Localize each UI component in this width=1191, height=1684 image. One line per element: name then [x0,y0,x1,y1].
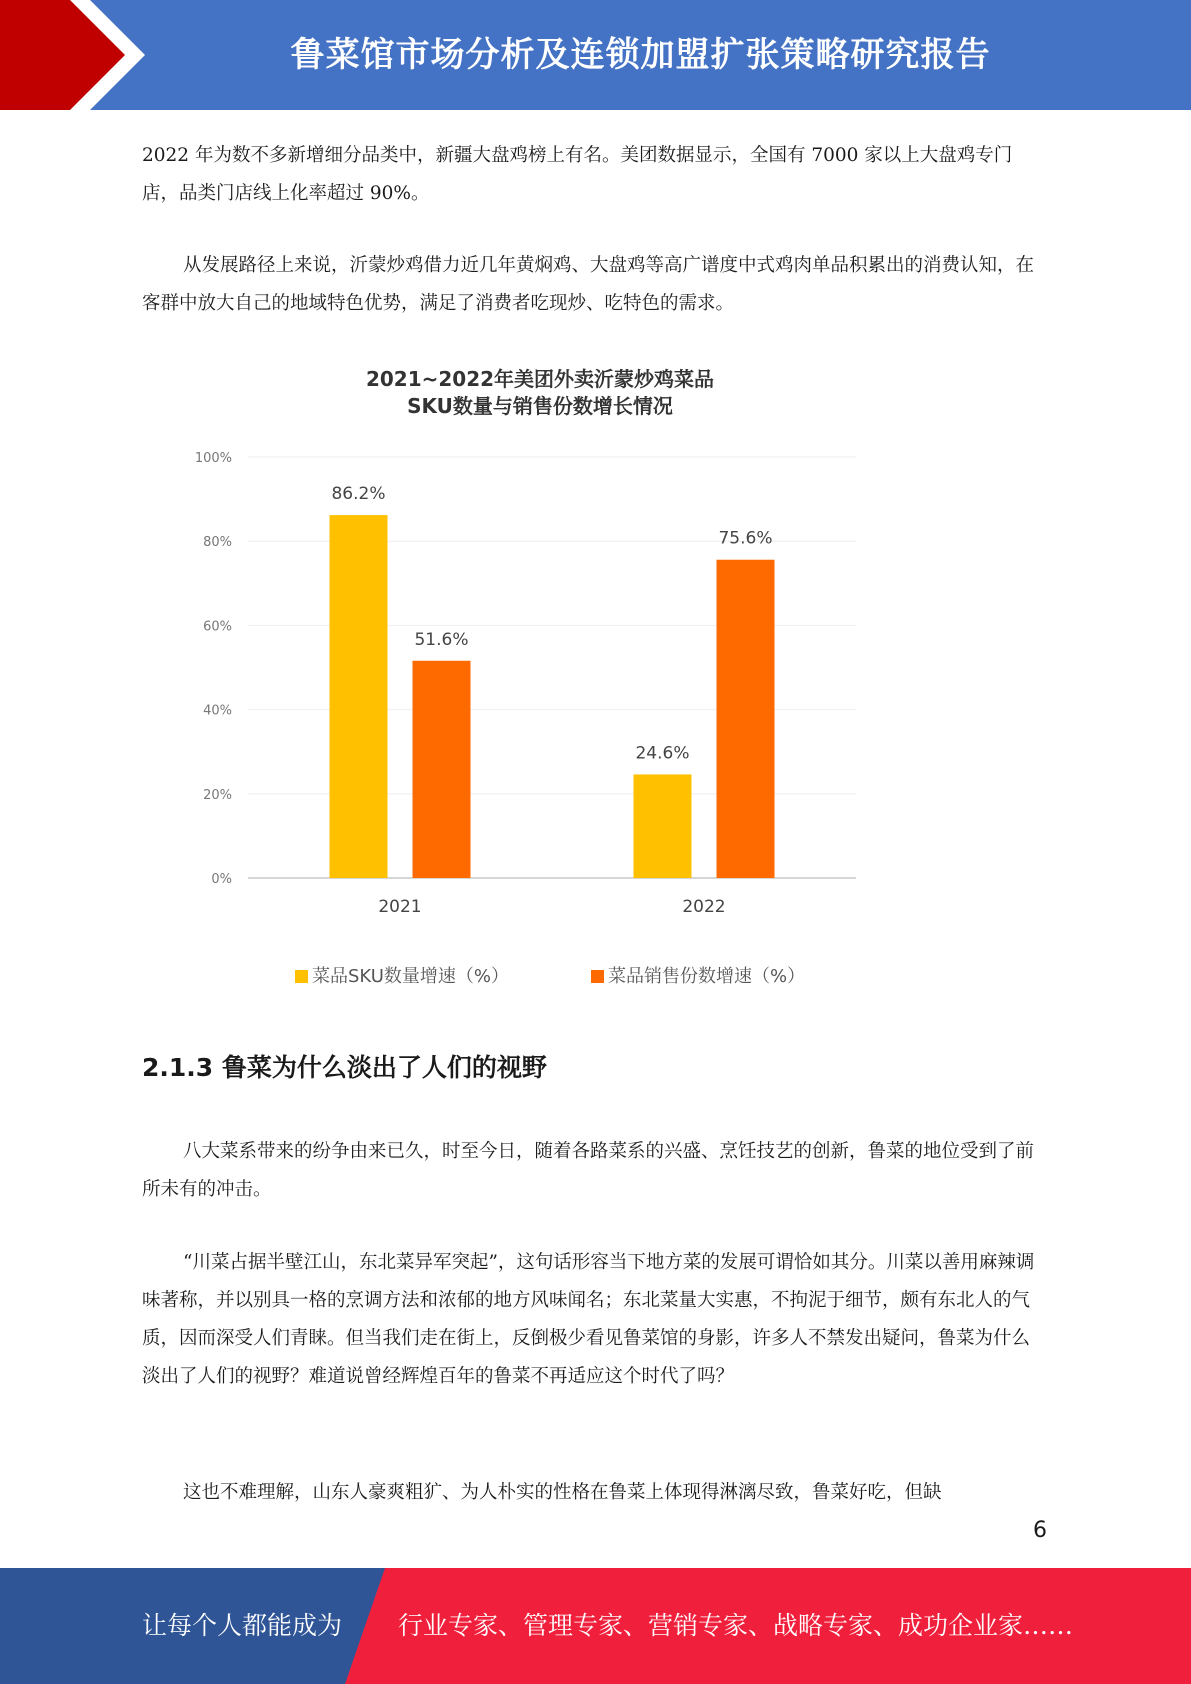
header-arrow-decoration [0,0,160,110]
bar [634,774,692,878]
report-title: 鲁菜馆市场分析及连锁加盟扩张策略研究报告 [290,35,991,75]
y-tick-label: 20% [203,787,232,803]
bar-data-label: 24.6% [635,743,690,764]
y-tick-label: 0% [211,872,232,887]
y-tick-label: 100% [194,451,232,466]
legend-swatch [295,970,308,983]
y-tick-label: 40% [203,703,232,719]
paragraph-3: 八大菜系带来的纷争由来已久，时至今日，随着各路菜系的兴盛、烹饪技艺的创新，鲁菜的地位受到了前所未有的冲击。 [142,1141,1035,1200]
paragraph-2: 从发展路径上来说，沂蒙炒鸡借力近几年黄焖鸡、大盘鸡等高广谱度中式鸡肉单品积累出的消费认知，在客群中放大自己的地域特色优势，满足了消费者吃现炒、吃特色的需求。 [142,255,1035,314]
y-tick-label: 60% [203,619,232,635]
paragraph-4: “川菜占据半壁江山，东北菜异军突起”，这句话形容当下地方菜的发展可谓恰如其分。川菜以善用麻辣调味著称，并以别具一格的烹调方法和浓郁的地方风味闻名；东北菜量大实惠，不拘泥于细节，颇有东北人的气质，因而深受人们青睐。但当我们走在街上，反倒极少看见鲁菜馆的身影，许多人不禁发出疑问，鲁菜为什么淡出了人们的视野？难道说曾经辉煌百年的鲁菜不再适应这个时代了吗？ [142,1252,1035,1387]
page-number: 6 [1033,1518,1047,1543]
paragraph-5: 这也不难理解，山东人豪爽粗犷、为人朴实的性格在鲁菜上体现得淋漓尽致，鲁菜好吃，但缺 [183,1482,942,1503]
legend-label: 菜品销售份数增速（%） [608,966,806,987]
bar [413,661,471,878]
chart-title-line-2: SKU数量与销售份数增长情况 [407,394,673,418]
footer-slogan-left: 让每个人都能成为 [142,1611,343,1640]
bar [330,515,388,878]
bar-chart [180,360,880,1000]
x-tick-label: 2022 [682,897,726,917]
paragraph-1: 2022 年为数不多新增细分品类中，新疆大盘鸡榜上有名。美团数据显示，全国有 7000 家以上大盘鸡专门店，品类门店线上化率超过 90%。 [142,145,1013,204]
bar-data-label: 86.2% [331,484,386,505]
legend-swatch [591,970,604,983]
chart-title-line-1: 2021~2022年美团外卖沂蒙炒鸡菜品 [365,367,715,391]
y-tick-label: 80% [203,535,232,551]
legend-label: 菜品SKU数量增速（%） [312,966,510,987]
bar-data-label: 75.6% [718,528,773,549]
section-heading: 2.1.3 鲁菜为什么淡出了人们的视野 [142,1053,547,1082]
footer-slogan-right: 行业专家、管理专家、营销专家、战略专家、成功企业家…… [398,1611,1074,1640]
x-tick-label: 2021 [378,897,422,917]
page-header [0,0,1191,110]
page-footer [0,1568,1191,1684]
bar-data-label: 51.6% [414,629,469,650]
bar-chart-svg [180,360,880,1000]
bar [717,560,775,878]
